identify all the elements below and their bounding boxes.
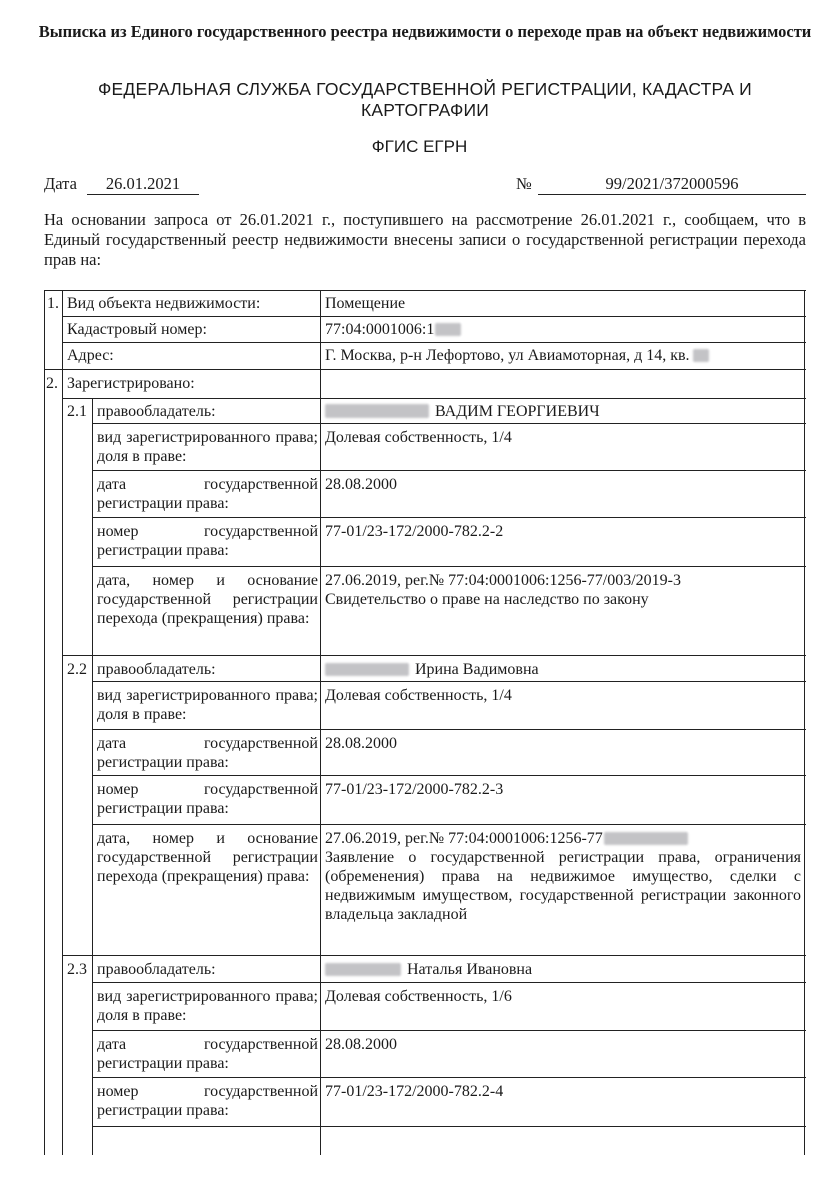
number-label: № <box>516 174 532 193</box>
row-label: вид зарегистрированного права; доля в праве: <box>97 429 318 465</box>
cadastral-number: 77:04:0001006:1 <box>325 320 461 339</box>
row-value: 28.08.2000 <box>325 1036 397 1053</box>
holder-name: Ирина Вадимовна <box>325 660 539 679</box>
row-label: дата, номер и основание государственной регистрации перехода (прекращения) права: <box>97 572 318 627</box>
transfer-basis: 27.06.2019, рег.№ 77:04:0001006:1256-77/003/2019-3 Свидетельство о праве на наследство по закону <box>325 572 682 608</box>
holder-label: правообладатель: <box>97 403 216 420</box>
row-label: дата, номер и основание государственной регистрации перехода (прекращения) права: <box>97 830 318 885</box>
row-value: Долевая собственность, 1/6 <box>325 988 512 1005</box>
row-label: Адрес: <box>67 347 114 364</box>
holder-name: Наталья Ивановна <box>325 960 532 979</box>
row-value: 28.08.2000 <box>325 735 397 752</box>
row-label: дата государственной регистрации права: <box>97 735 318 771</box>
system-name: ФГИС ЕГРН <box>371 137 468 156</box>
document-title: Выписка из Единого государственного реестра недвижимости о переходе прав на объект недвижимости <box>38 22 812 41</box>
row-value: 28.08.2000 <box>325 476 397 493</box>
row-label: Вид объекта недвижимости: <box>67 295 261 312</box>
number-value: 99/2021/372000596 <box>538 174 806 195</box>
row-label: номер государственной регистрации права: <box>97 1083 318 1119</box>
row-label: дата государственной регистрации права: <box>97 1036 318 1072</box>
row-label: вид зарегистрированного права; доля в праве: <box>97 687 318 723</box>
section-number: 1. <box>47 295 59 312</box>
holder-number: 2.2 <box>67 661 87 678</box>
row-label: вид зарегистрированного права; доля в праве: <box>97 988 318 1024</box>
row-value: 77-01/23-172/2000-782.2-2 <box>325 523 504 540</box>
row-value: Долевая собственность, 1/4 <box>325 687 512 704</box>
row-value: 77-01/23-172/2000-782.2-4 <box>325 1083 504 1100</box>
holder-number: 2.3 <box>67 961 87 978</box>
row-label: номер государственной регистрации права: <box>97 781 318 817</box>
records-table <box>44 290 806 1155</box>
date-value: 26.01.2021 <box>87 174 199 195</box>
transfer-basis: 27.06.2019, рег.№ 77:04:0001006:1256-77 Заявление о государственной регистрации права, ограничения (обременения) права на недвижимое имущество, сделки с недвижимым имуществом, государственной регистрации законного владельца закладной <box>325 830 801 923</box>
row-label: дата государственной регистрации права: <box>97 476 318 512</box>
row-value: Помещение <box>325 295 406 312</box>
holder-name: ВАДИМ ГЕОРГИЕВИЧ <box>325 402 600 421</box>
section-number: 2. <box>46 375 58 392</box>
row-label: Зарегистрировано: <box>67 375 195 392</box>
agency-name: ФЕДЕРАЛЬНАЯ СЛУЖБА ГОСУДАРСТВЕННОЙ РЕГИСТРАЦИИ, КАДАСТРА И КАРТОГРАФИИ <box>98 79 752 120</box>
date-number-line <box>44 174 806 196</box>
row-value: 77-01/23-172/2000-782.2-3 <box>325 781 504 798</box>
row-label: номер государственной регистрации права: <box>97 523 318 559</box>
holder-number: 2.1 <box>67 403 87 420</box>
date-label: Дата <box>44 174 77 193</box>
holder-label: правообладатель: <box>97 661 216 678</box>
address-value: Г. Москва, р-н Лефортово, ул Авиамоторная, д 14, кв. <box>325 346 709 365</box>
row-label: Кадастровый номер: <box>67 321 207 338</box>
row-value: Долевая собственность, 1/4 <box>325 429 512 446</box>
holder-label: правообладатель: <box>97 961 216 978</box>
intro-paragraph: На основании запроса от 26.01.2021 г., поступившего на рассмотрение 26.01.2021 г., сообщаем, что в Единый государственный реестр недвижимости внесены записи о государственной регистрации перехода прав на: <box>44 210 806 269</box>
